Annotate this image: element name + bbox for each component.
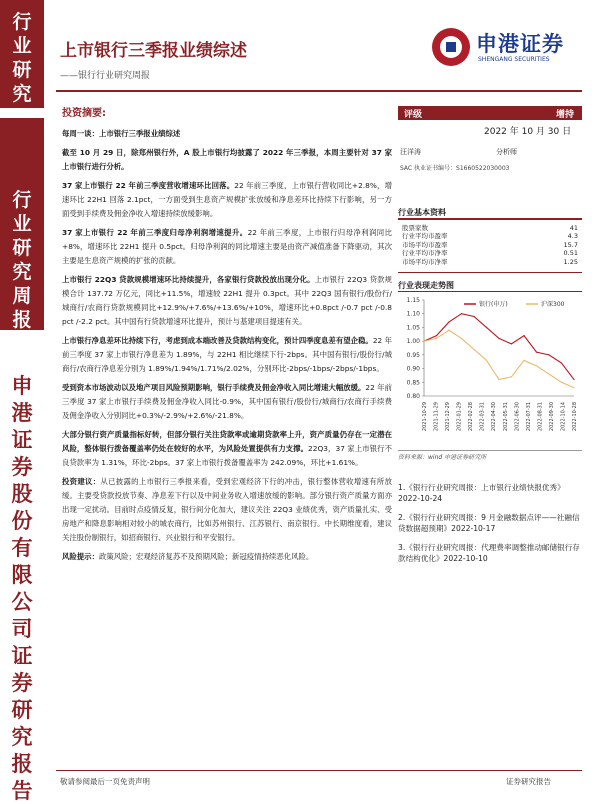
footer-disclaimer: 敬请参阅最后一页免责声明: [60, 777, 150, 786]
abstract-paragraph: [62, 179, 392, 221]
paragraph-lead: 每周一谈：上市银行三季报业绩综述: [62, 129, 181, 138]
series-point: [536, 352, 537, 353]
table-row: [398, 232, 582, 240]
footer-divider: [56, 770, 582, 771]
series-point: [473, 349, 474, 350]
paragraph-text: 政策风险；宏观经济复苏不及预期风险；新冠疫情持续恶化风险。: [98, 552, 314, 561]
paragraph-lead: 37 家上市银行 22 年前三季度营收增速环比回落。: [62, 181, 235, 190]
logo-text-en: SHENGANG SECURITIES: [478, 56, 550, 63]
sidebar: [0, 0, 44, 803]
paragraph-lead: 上市银行 22Q3 贷款规模增速环比持续提升，各家银行贷款投放出现分化。: [62, 275, 315, 284]
x-tick-label: 2022-10-14: [560, 402, 567, 432]
y-tick-label: 1.00: [406, 338, 420, 346]
series-point: [523, 335, 524, 336]
related-report-item[interactable]: 2.《银行行业研究周报：9 月金融数据点评——社融信贷数据超预期》2022-10-17: [398, 513, 580, 533]
abstract-paragraph: [62, 273, 392, 329]
series-point: [473, 316, 474, 317]
sidebar-char: 司: [11, 616, 33, 641]
chart-divider: [398, 291, 582, 292]
series-point: [548, 354, 549, 355]
analyst-name: 汪洋涛: [400, 148, 421, 156]
abstract-paragraph: [62, 550, 392, 564]
industry-performance-chart: [398, 294, 582, 452]
y-tick-label: 0.80: [406, 393, 420, 400]
x-tick-label: 2022-07-31: [525, 402, 532, 432]
page-title: 上市银行三季报业绩综述: [60, 41, 247, 61]
series-point: [423, 341, 424, 342]
abstract-section: [62, 104, 392, 569]
sidebar-char: 研: [11, 697, 33, 722]
row-value: 15.7: [563, 240, 578, 249]
series-point: [448, 321, 449, 322]
sidebar-char: 证: [11, 643, 33, 668]
company-logo: [432, 26, 582, 70]
x-tick-label: 2022-10-28: [572, 402, 578, 432]
series-point: [536, 365, 537, 366]
paragraph-lead: 截至 10 月 29 日，除郑州银行外，A 股上市银行均披露了 2022 年三季报，本周主要针对 37 家上市银行进行分析。: [62, 148, 392, 171]
paragraph-text: 22 年前三季度，上市银行归母净利润同比+8%，增速环比 22H1 提升 0.5pct。归母净利润的同比增速主要是由资产减值准备下降驱动，其次主要是生息资产规模的扩张的贡献。: [62, 228, 392, 265]
x-tick-label: 2022-09-30: [548, 402, 555, 432]
paragraph-text: 22 年前三季度 37 家上市银行手续费及佣金净收入同比-0.9%，其中国有银行/股份行/城商行/农商行手续费及佣金净收入分别同比+0.3%/-2.9%/+2.6%/-21.8%。: [62, 383, 392, 420]
y-tick-label: 0.90: [406, 365, 420, 373]
legend-label: 沪深300: [541, 301, 565, 308]
rating-label: 评级: [404, 110, 423, 120]
x-tick-label: 2022-04-30: [491, 402, 498, 432]
series-point: [461, 313, 462, 314]
table-row: [398, 249, 582, 257]
row-label: 市场平均市净率: [402, 257, 448, 266]
sidebar-char: 限: [11, 562, 33, 587]
sidebar-char: 研: [12, 59, 32, 81]
abstract-paragraph: [62, 428, 392, 470]
series-point: [573, 387, 574, 388]
paragraph-lead: 投资建议：: [62, 477, 101, 486]
paragraph-lead: 受到资本市场波动以及地产项目风险预期影响，银行手续费及佣金净收入同比增速大幅放缓。: [62, 383, 366, 392]
logo-text-cn: 申港证券: [476, 32, 564, 56]
sidebar-char: 告: [11, 778, 33, 803]
basic-data-divider: [398, 218, 582, 220]
x-tick-label: 2022-02-28: [468, 402, 475, 432]
basic-data-heading: 行业基本资料: [398, 208, 446, 217]
sidebar-char: 份: [11, 508, 33, 533]
row-label: 行业平均市盈率: [402, 232, 448, 241]
sidebar-char: 究: [12, 83, 32, 105]
sidebar-char: 券: [11, 454, 33, 479]
paragraph-lead: 风险提示：: [62, 552, 99, 561]
x-tick-label: 2022-05-31: [502, 402, 509, 432]
sidebar-char: 有: [11, 535, 33, 560]
header-divider: [56, 90, 582, 92]
sidebar-char: 申: [11, 373, 33, 398]
abstract-body: [62, 127, 392, 564]
y-tick-label: 1.10: [406, 310, 420, 318]
series-point: [548, 373, 549, 374]
analyst-cert: SAC 执业证书编号：S1660522030003: [400, 165, 510, 172]
series-line-0: [424, 314, 574, 380]
series-point: [523, 360, 524, 361]
sidebar-char: 报: [12, 309, 32, 331]
paragraph-text: 22 年前三季度 37 家上市银行净息差为 1.89%，与 22H1 相比继续下行-2bps。其中国有银行/股份行/城商行/农商行净息差分别为 1.89%/1.94%/1.71%/2.02%，分别环比-2bps/-1bps/-2bps/-1bps。: [62, 336, 392, 373]
series-point: [498, 379, 499, 380]
logo-mark-icon: [432, 28, 470, 66]
x-tick-label: 2022-03-31: [479, 402, 486, 432]
row-value: 41: [569, 224, 578, 232]
page-subtitle: ——银行行业研究周报: [60, 71, 151, 81]
paragraph-lead: 上市银行净息差环比持续下行，考虑到成本端改善及贷款结构变化，预计四季度息差有望企稳。: [62, 336, 373, 345]
series-point: [486, 360, 487, 361]
series-point: [498, 338, 499, 339]
sidebar-tag-weekly-report: [0, 118, 44, 330]
series-point: [511, 376, 512, 377]
paragraph-lead: 大部分银行资产质量指标好转，但部分银行关注贷款率或逾期贷款率上升，资产质量仍存在一定潜在风险，整体银行拨备覆盖率仍处在较好的水平，为风险处置提供有力支撑。: [62, 430, 392, 453]
report-date: 2022 年 10 月 30 日: [484, 127, 572, 137]
x-tick-label: 2022-06-30: [514, 402, 521, 432]
source-divider: [398, 450, 582, 451]
rating-value: 增持: [555, 110, 574, 120]
x-tick-label: 2021-11-29: [433, 402, 440, 432]
rating-bar: [398, 106, 582, 120]
series-point: [486, 327, 487, 328]
table-row: [398, 222, 582, 232]
sidebar-tag-industry-research: [0, 0, 44, 108]
y-tick-label: 0.95: [406, 351, 420, 359]
related-reports-list: [398, 482, 582, 572]
basic-data-table: [398, 222, 582, 266]
sidebar-char: 周: [12, 285, 32, 307]
table-row: [398, 258, 582, 266]
series-point: [436, 338, 437, 339]
series-point: [448, 330, 449, 331]
sidebar-company-name: [0, 372, 44, 803]
y-tick-label: 1.15: [406, 297, 420, 304]
row-value: 4.3: [567, 232, 578, 241]
sidebar-char: 股: [11, 481, 33, 506]
sidebar-char: 券: [11, 670, 33, 695]
row-label: 股票家数: [402, 224, 428, 232]
abstract-paragraph: [62, 381, 392, 423]
series-point: [511, 343, 512, 344]
y-tick-label: 1.05: [406, 324, 420, 332]
series-point: [561, 362, 562, 363]
sidebar-char: 行: [12, 11, 32, 33]
series-point: [436, 335, 437, 336]
sidebar-char: 证: [11, 427, 33, 452]
series-point: [561, 382, 562, 383]
sidebar-char: 研: [12, 237, 32, 259]
row-value: 1.25: [563, 257, 578, 266]
y-tick-label: 0.85: [406, 379, 420, 387]
sidebar-char: 公: [11, 589, 33, 614]
paragraph-text: 从已披露的上市银行三季报来看，受到宏观经济下行的冲击，银行整体营收增速有所放缓。主要受贷款投放节奏、净息差下行以及中间业务收入增速放缓的影响。部分银行资产质量方面亦出现一定扰动。目前时点疫情反复，银行间分化加大，建议关注 22Q3 业绩优秀，资产质量扎实、受房地产和降息影响相对较小的城农商行，比如苏州银行、江苏银行、南京银行。中长期维度看，建议关注股份制银行，如招商银行、兴业银行和平安银行。: [62, 477, 392, 542]
abstract-paragraph: [62, 127, 392, 141]
sidebar-char: 究: [12, 261, 32, 283]
row-label: 行业平均市净率: [402, 249, 448, 258]
sidebar-char: 业: [12, 35, 32, 57]
row-label: 市场平均市盈率: [402, 240, 448, 249]
related-report-item[interactable]: 1.《银行行业研究周报：上市银行业绩快报优秀》2022-10-24: [398, 483, 565, 503]
series-point: [573, 379, 574, 380]
chart-source: 资料来源：wind 申港证券研究所: [398, 454, 487, 461]
basic-data-bottom-rule: [398, 272, 582, 273]
x-tick-label: 2022-08-31: [537, 402, 544, 432]
x-tick-label: 2021-12-29: [445, 402, 452, 432]
abstract-paragraph: [62, 334, 392, 376]
footer-label: 证券研究报告: [506, 777, 551, 786]
analyst-title: 分析师: [496, 148, 517, 156]
abstract-paragraph: [62, 146, 392, 174]
x-tick-label: 2022-01-29: [456, 402, 463, 432]
series-point: [461, 338, 462, 339]
paragraph-text: 22 年前三季度，上市银行营收同比+2.8%，增速环比 22H1 回落 2.1pct，一方面受到生息资产规模扩张放缓和净息差环比持续下行影响，另一方面受到手续费及佣金净收入增速持续放缓影响。: [62, 181, 392, 218]
paragraph-text: 22Q3，37 家上市银行不良贷款率为 1.31%，环比-2bps。37 家上市银行拨备覆盖率为 242.09%，环比+1.61%。: [62, 444, 392, 467]
legend-label: 银行(申万): [479, 301, 508, 308]
sidebar-char: 港: [11, 400, 33, 425]
abstract-paragraph: [62, 226, 392, 268]
paragraph-text: 上市银行 22Q3 贷款规模合计 137.72 万亿元，同比+11.5%，增速较 22H1 提升 0.3pct。其中 22Q3 国有银行/股份行/城商行/农商行贷款规模同比+12.9%/+7.6%/+13.6%/+10%，增速环比+0.8pct /-0.7 pct /-0.8 pct /-2.2 pct。其中国有行贷款增速环比提升，预计与基建项目提速有关。: [62, 275, 393, 326]
abstract-paragraph: [62, 475, 392, 545]
row-value: 0.51: [563, 249, 578, 258]
sidebar-char: 行: [12, 189, 32, 211]
sidebar-char: 业: [12, 213, 32, 235]
chart-heading: 行业表现走势图: [398, 281, 454, 290]
sidebar-char: 究: [11, 724, 33, 749]
related-report-item[interactable]: 3.《银行行业研究周报：代理费率调整推动邮储银行存款结构优化》2022-10-10: [398, 543, 580, 563]
x-tick-label: 2021-10-29: [422, 402, 428, 432]
paragraph-lead: 37 家上市银行 22 年前三季度归母净利润增速提升。: [62, 228, 248, 237]
abstract-heading: 投资摘要:: [62, 108, 106, 119]
sidebar-char: 报: [11, 751, 33, 776]
table-row: [398, 241, 582, 249]
